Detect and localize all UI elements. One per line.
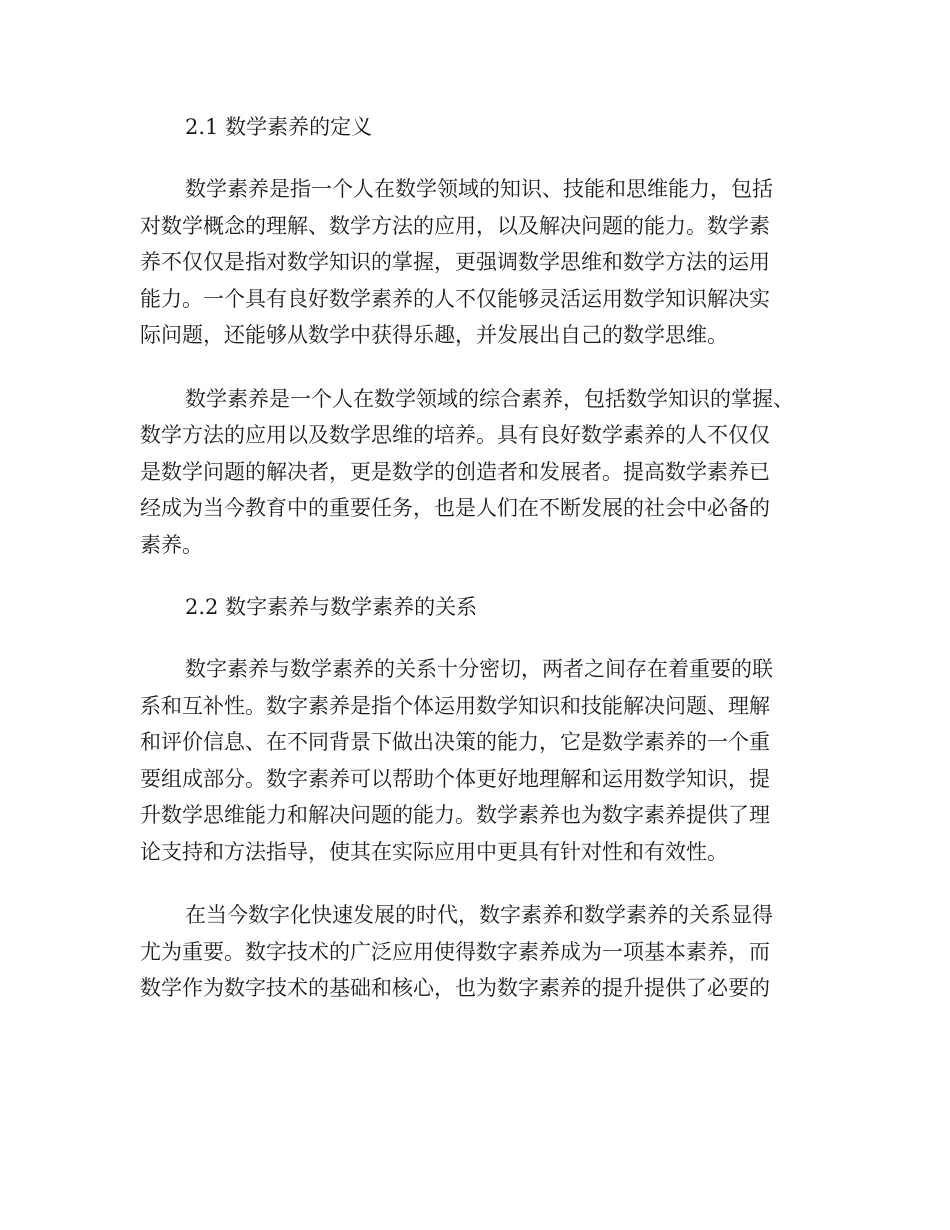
paragraph-digital-era xyxy=(140,897,800,1007)
text-line: 经成为当今教育中的重要任务，也是人们在不断发展的社会中必备的 xyxy=(140,496,770,520)
text-line: 升数学思维能力和解决问题的能力。数学素养也为数字素养提供了理 xyxy=(140,803,770,827)
section-heading-2-1: 2.1 数学素养的定义 xyxy=(185,115,373,139)
text-line: 系和互补性。数字素养是指个体运用数学知识和技能解决问题、理解 xyxy=(140,693,770,718)
text-line: 数字素养与数学素养的关系十分密切，两者之间存在着重要的联 xyxy=(185,657,773,681)
paragraph-comprehensive xyxy=(140,381,800,564)
text-line: 养不仅仅是指对数学知识的掌握，更强调数学思维和数学方法的运用 xyxy=(140,250,770,274)
text-line: 数学素养是指一个人在数学领域的知识、技能和思维能力，包括 xyxy=(185,177,773,201)
text-line: 在当今数字化快速发展的时代，数字素养和数学素养的关系显得 xyxy=(185,903,773,927)
paragraph-definition xyxy=(140,171,800,354)
text-line: 论支持和方法指导，使其在实际应用中更具有针对性和有效性。 xyxy=(140,839,728,864)
text-line: 要组成部分。数字素养可以帮助个体更好地理解和运用数学知识，提 xyxy=(140,766,770,791)
text-line: 际问题，还能够从数学中获得乐趣，并发展出自己的数学思维。 xyxy=(140,323,728,347)
document-body xyxy=(140,110,800,1034)
text-line: 对数学概念的理解、数学方法的应用，以及解决问题的能力。数学素 xyxy=(140,213,770,238)
paragraph-relationship xyxy=(140,651,800,870)
text-line: 和评价信息、在不同背景下做出决策的能力，它是数学素养的一个重 xyxy=(140,730,770,754)
text-line: 数学作为数字技术的基础和核心，也为数字素养的提升提供了必要的 xyxy=(140,976,770,1000)
text-line: 尤为重要。数字技术的广泛应用使得数字素养成为一项基本素养，而 xyxy=(140,939,770,964)
section-heading-2-2: 2.2 数字素养与数学素养的关系 xyxy=(185,595,478,619)
text-line: 数学素养是一个人在数学领域的综合素养，包括数学知识的掌握、 xyxy=(185,386,794,411)
text-line: 是数学问题的解决者，更是数学的创造者和发展者。提高数学素养已 xyxy=(140,459,770,484)
text-line: 素养。 xyxy=(140,532,203,557)
text-line: 能力。一个具有良好数学素养的人不仅能够灵活运用数学知识解决实 xyxy=(140,286,770,311)
text-line: 数学方法的应用以及数学思维的培养。具有良好数学素养的人不仅仅 xyxy=(140,423,770,447)
